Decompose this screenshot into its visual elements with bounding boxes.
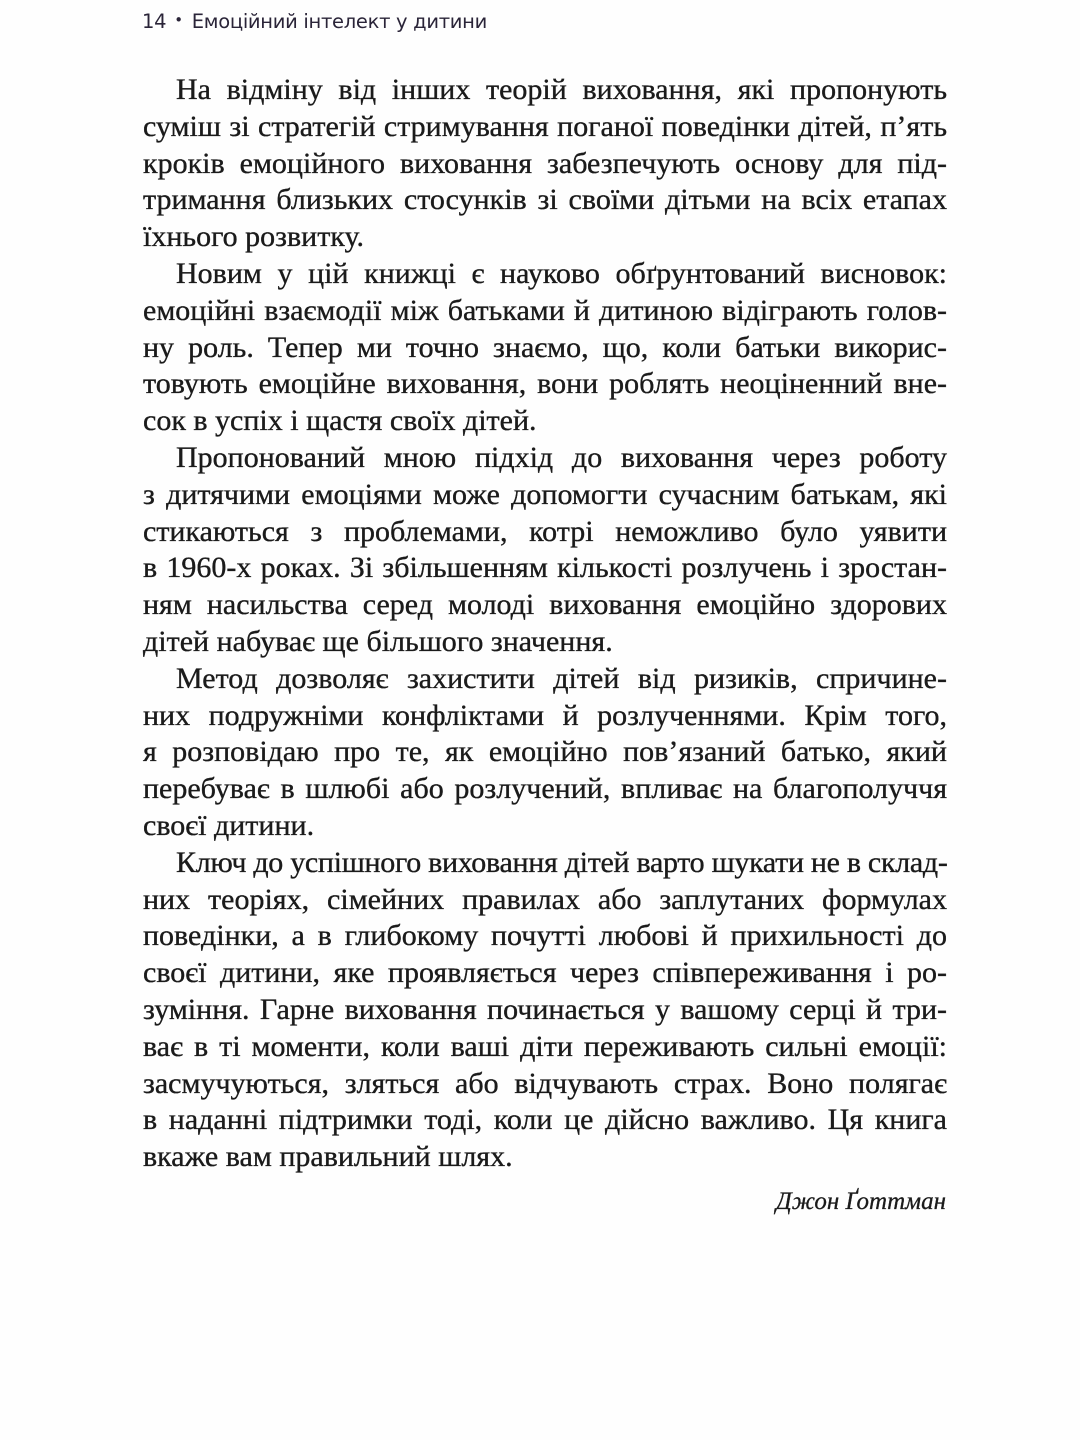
text-line: їхнього розвитку. (143, 220, 364, 254)
text-line: ває в ті моменти, коли ваші діти переживають сильні емоції: (143, 1029, 947, 1063)
text-line: поведінки, а в глибокому почутті любові й прихильності до (143, 919, 947, 953)
text-line: в 1960-х роках. Зі збільшенням кількості розлучень і зростан- (143, 551, 947, 585)
text-line: емоційні взаємодії між батьками й дитиною відіграють голов- (143, 293, 947, 327)
text-line: перебуває в шлюбі або розлучений, впливає на благополуччя (143, 772, 947, 806)
text-line: своєї дитини. (143, 808, 315, 842)
running-header (142, 6, 487, 36)
paragraph (143, 256, 947, 440)
text-line: я розповідаю про те, як емоційно пов’язаний батько, який (143, 735, 947, 769)
text-line: в наданні підтримки тоді, коли це дійсно важливо. Ця книга (143, 1103, 947, 1137)
text-line: засмучуються, зляться або відчувають страх. Воно полягає (143, 1066, 947, 1100)
paragraph (143, 661, 947, 845)
text-line: Метод дозволяє захистити дітей від ризиків, спричине- (176, 661, 947, 695)
text-line: Пропонований мною підхід до виховання через роботу (176, 440, 947, 474)
text-line: Новим у цій книжці є науково обґрунтований висновок: (176, 256, 947, 290)
text-line: На відміну від інших теорій виховання, які пропонують (176, 73, 947, 106)
text-line: зуміння. Гарне виховання починається у вашому серці й три- (143, 992, 947, 1026)
text-line: вкаже вам правильний шлях. (143, 1140, 513, 1174)
header-bullet: • (174, 11, 183, 29)
body-text (143, 72, 947, 1176)
text-line: кроків емоційного виховання забезпечують основу для під- (143, 146, 947, 180)
text-line: них подружніми конфліктами й розлученнями. Крім того, (143, 698, 947, 732)
paragraph (143, 845, 947, 1176)
text-line: Ключ до успішного виховання дітей варто шукати не в склад- (176, 845, 948, 879)
text-line: своєї дитини, яке проявляється через співпереживання і ро- (143, 956, 947, 990)
author-signature: Джон Ґоттман (775, 1188, 946, 1215)
text-line: з дитячими емоціями може допомогти сучасним батькам, які (143, 477, 947, 511)
page-number: 14 (142, 9, 167, 33)
text-line: них теоріях, сімейних правилах або заплутаних формулах (143, 882, 947, 916)
paragraph (143, 72, 947, 256)
text-line: ну роль. Тепер ми точно знаємо, що, коли батьки викорис- (143, 330, 947, 364)
text-line: сок в успіх і щастя своїх дітей. (143, 404, 537, 438)
text-line: ням насильства серед молоді виховання емоційно здорових (143, 588, 947, 622)
paragraph (143, 440, 947, 661)
text-line: суміш зі стратегій стримування поганої поведінки дітей, п’ять (143, 109, 947, 143)
text-line: товують емоційне виховання, вони роблять неоціненний вне- (143, 367, 947, 401)
text-line: дітей набуває ще більшого значення. (143, 624, 613, 658)
text-line: тримання близьких стосунків зі своїми дітьми на всіх етапах (143, 183, 947, 217)
text-line: стикаються з проблемами, котрі неможливо було уявити (143, 514, 947, 548)
book-title: Емоційний інтелект у дитини (191, 9, 487, 33)
